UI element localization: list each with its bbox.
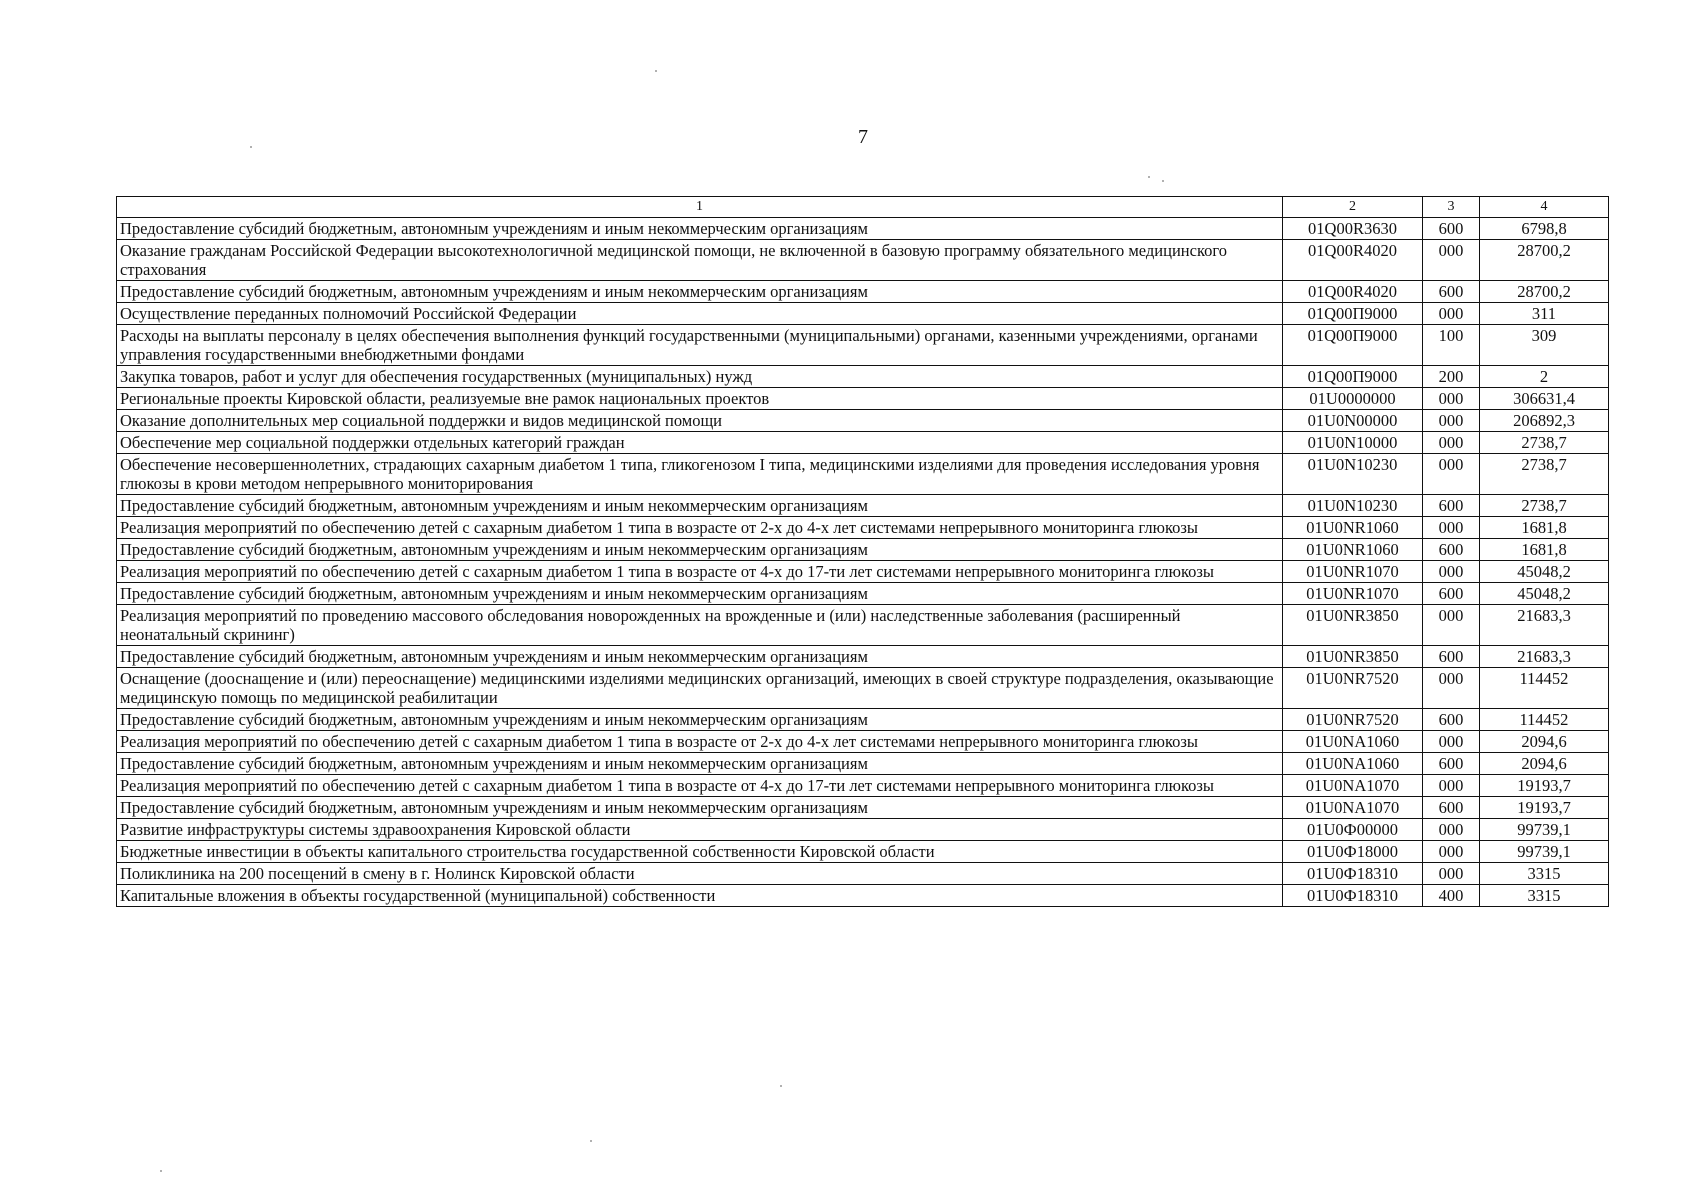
row-type-cell: 600 (1423, 281, 1480, 303)
table-row (117, 775, 1609, 797)
table-row (117, 325, 1609, 366)
table-row (117, 517, 1609, 539)
column-header-code: 2 (1283, 197, 1423, 218)
row-type-cell: 600 (1423, 539, 1480, 561)
table-row (117, 410, 1609, 432)
row-type-cell: 200 (1423, 366, 1480, 388)
row-sum-cell: 99739,1 (1480, 819, 1609, 841)
row-type-cell: 400 (1423, 885, 1480, 907)
row-type-cell: 000 (1423, 731, 1480, 753)
row-sum-cell: 309 (1480, 325, 1609, 366)
table-row (117, 388, 1609, 410)
scan-speck (1162, 180, 1164, 182)
row-name-cell: Расходы на выплаты персоналу в целях обеспечения выполнения функций государственными (муниципальными) органами, казенными учреждениями, органами управления государственными внебюджетными фондами (117, 325, 1283, 366)
row-sum-cell: 45048,2 (1480, 583, 1609, 605)
row-code-cell: 01U0NR3850 (1283, 605, 1423, 646)
row-sum-cell: 2 (1480, 366, 1609, 388)
table-row (117, 495, 1609, 517)
row-code-cell: 01U0Ф00000 (1283, 819, 1423, 841)
scan-speck (655, 70, 657, 72)
table-row (117, 605, 1609, 646)
row-type-cell: 000 (1423, 561, 1480, 583)
row-type-cell: 000 (1423, 388, 1480, 410)
row-type-cell: 100 (1423, 325, 1480, 366)
row-name-cell: Оказание дополнительных мер социальной поддержки и видов медицинской помощи (117, 410, 1283, 432)
column-header-type: 3 (1423, 197, 1480, 218)
table-row (117, 454, 1609, 495)
row-type-cell: 000 (1423, 303, 1480, 325)
row-type-cell: 000 (1423, 841, 1480, 863)
row-name-cell: Обеспечение мер социальной поддержки отдельных категорий граждан (117, 432, 1283, 454)
row-type-cell: 000 (1423, 668, 1480, 709)
row-code-cell: 01U0NR1060 (1283, 539, 1423, 561)
row-type-cell: 000 (1423, 240, 1480, 281)
row-code-cell: 01U0NR1060 (1283, 517, 1423, 539)
row-type-cell: 000 (1423, 410, 1480, 432)
table-body (117, 218, 1609, 907)
row-type-cell: 600 (1423, 797, 1480, 819)
row-code-cell: 01Q00П9000 (1283, 366, 1423, 388)
table-row (117, 281, 1609, 303)
row-sum-cell: 21683,3 (1480, 646, 1609, 668)
row-sum-cell: 28700,2 (1480, 281, 1609, 303)
scan-speck (250, 146, 252, 148)
row-name-cell: Предоставление субсидий бюджетным, автономным учреждениям и иным некоммерческим организациям (117, 709, 1283, 731)
row-sum-cell: 1681,8 (1480, 517, 1609, 539)
table-row (117, 819, 1609, 841)
row-sum-cell: 1681,8 (1480, 539, 1609, 561)
row-sum-cell: 19193,7 (1480, 797, 1609, 819)
row-name-cell: Оснащение (дооснащение и (или) переоснащение) медицинскими изделиями медицинских организаций, имеющих в своей структуре подразделения, оказывающие медицинскую помощь по медицинской реабилитации (117, 668, 1283, 709)
table-row (117, 539, 1609, 561)
row-name-cell: Реализация мероприятий по обеспечению детей с сахарным диабетом 1 типа в возрасте от 4-х до 17-ти лет системами непрерывного мониторинга глюкозы (117, 561, 1283, 583)
table-row (117, 841, 1609, 863)
row-code-cell: 01U0NR1070 (1283, 561, 1423, 583)
row-sum-cell: 306631,4 (1480, 388, 1609, 410)
scan-speck (1148, 176, 1150, 178)
row-type-cell: 600 (1423, 646, 1480, 668)
page-number: 7 (858, 126, 868, 148)
row-type-cell: 600 (1423, 753, 1480, 775)
row-sum-cell: 2094,6 (1480, 731, 1609, 753)
table-row (117, 646, 1609, 668)
row-type-cell: 000 (1423, 863, 1480, 885)
row-name-cell: Предоставление субсидий бюджетным, автономным учреждениям и иным некоммерческим организациям (117, 797, 1283, 819)
row-name-cell: Развитие инфраструктуры системы здравоохранения Кировской области (117, 819, 1283, 841)
row-code-cell: 01U0N10000 (1283, 432, 1423, 454)
row-code-cell: 01U0NR7520 (1283, 709, 1423, 731)
row-name-cell: Реализация мероприятий по обеспечению детей с сахарным диабетом 1 типа в возрасте от 2-х до 4-х лет системами непрерывного мониторинга глюкозы (117, 731, 1283, 753)
table-row (117, 432, 1609, 454)
row-type-cell: 000 (1423, 605, 1480, 646)
row-type-cell: 000 (1423, 517, 1480, 539)
row-sum-cell: 19193,7 (1480, 775, 1609, 797)
table-row (117, 303, 1609, 325)
row-sum-cell: 6798,8 (1480, 218, 1609, 240)
row-code-cell: 01U0N10230 (1283, 454, 1423, 495)
table-row (117, 709, 1609, 731)
row-code-cell: 01U0NA1070 (1283, 797, 1423, 819)
row-type-cell: 600 (1423, 495, 1480, 517)
row-sum-cell: 3315 (1480, 863, 1609, 885)
row-code-cell: 01U0N00000 (1283, 410, 1423, 432)
row-sum-cell: 2738,7 (1480, 432, 1609, 454)
row-code-cell: 01U0NR1070 (1283, 583, 1423, 605)
row-sum-cell: 2738,7 (1480, 495, 1609, 517)
row-code-cell: 01U0NA1070 (1283, 775, 1423, 797)
row-sum-cell: 2094,6 (1480, 753, 1609, 775)
row-name-cell: Региональные проекты Кировской области, реализуемые вне рамок национальных проектов (117, 388, 1283, 410)
row-code-cell: 01Q00П9000 (1283, 303, 1423, 325)
table-row (117, 561, 1609, 583)
row-sum-cell: 114452 (1480, 709, 1609, 731)
table-row (117, 240, 1609, 281)
table-row (117, 583, 1609, 605)
table-row (117, 218, 1609, 240)
table-row (117, 863, 1609, 885)
row-sum-cell: 311 (1480, 303, 1609, 325)
row-sum-cell: 28700,2 (1480, 240, 1609, 281)
table-row (117, 731, 1609, 753)
row-name-cell: Реализация мероприятий по проведению массового обследования новорожденных на врожденные и (или) наследственные заболевания (расширенный неонатальный скрининг) (117, 605, 1283, 646)
row-name-cell: Оказание гражданам Российской Федерации высокотехнологичной медицинской помощи, не включенной в базовую программу обязательного медицинского страхования (117, 240, 1283, 281)
row-sum-cell: 45048,2 (1480, 561, 1609, 583)
row-code-cell: 01U0NA1060 (1283, 753, 1423, 775)
row-name-cell: Предоставление субсидий бюджетным, автономным учреждениям и иным некоммерческим организациям (117, 753, 1283, 775)
row-code-cell: 01U0NA1060 (1283, 731, 1423, 753)
row-name-cell: Предоставление субсидий бюджетным, автономным учреждениям и иным некоммерческим организациям (117, 583, 1283, 605)
row-type-cell: 000 (1423, 819, 1480, 841)
row-name-cell: Капитальные вложения в объекты государственной (муниципальной) собственности (117, 885, 1283, 907)
table-header-row (117, 197, 1609, 218)
row-name-cell: Предоставление субсидий бюджетным, автономным учреждениям и иным некоммерческим организациям (117, 539, 1283, 561)
row-name-cell: Поликлиника на 200 посещений в смену в г. Нолинск Кировской области (117, 863, 1283, 885)
row-name-cell: Предоставление субсидий бюджетным, автономным учреждениям и иным некоммерческим организациям (117, 218, 1283, 240)
table-row (117, 366, 1609, 388)
row-name-cell: Обеспечение несовершеннолетних, страдающих сахарным диабетом 1 типа, гликогенозом I типа, медицинскими изделиями для проведения исследования уровня глюкозы в крови методом непрерывного мониторирования (117, 454, 1283, 495)
table-row (117, 668, 1609, 709)
budget-table (116, 196, 1609, 907)
scan-speck (160, 1170, 162, 1172)
table-row (117, 753, 1609, 775)
row-sum-cell: 206892,3 (1480, 410, 1609, 432)
row-name-cell: Бюджетные инвестиции в объекты капитального строительства государственной собственности Кировской области (117, 841, 1283, 863)
row-code-cell: 01U0NR3850 (1283, 646, 1423, 668)
scan-speck (590, 1140, 592, 1142)
row-name-cell: Предоставление субсидий бюджетным, автономным учреждениям и иным некоммерческим организациям (117, 495, 1283, 517)
row-type-cell: 000 (1423, 775, 1480, 797)
scan-speck (780, 1085, 782, 1087)
row-name-cell: Реализация мероприятий по обеспечению детей с сахарным диабетом 1 типа в возрасте от 4-х до 17-ти лет системами непрерывного мониторинга глюкозы (117, 775, 1283, 797)
row-name-cell: Осуществление переданных полномочий Российской Федерации (117, 303, 1283, 325)
row-name-cell: Реализация мероприятий по обеспечению детей с сахарным диабетом 1 типа в возрасте от 2-х до 4-х лет системами непрерывного мониторинга глюкозы (117, 517, 1283, 539)
row-name-cell: Предоставление субсидий бюджетным, автономным учреждениям и иным некоммерческим организациям (117, 281, 1283, 303)
row-name-cell: Закупка товаров, работ и услуг для обеспечения государственных (муниципальных) нужд (117, 366, 1283, 388)
row-type-cell: 600 (1423, 583, 1480, 605)
row-code-cell: 01U0Ф18310 (1283, 863, 1423, 885)
table-row (117, 885, 1609, 907)
row-type-cell: 600 (1423, 218, 1480, 240)
table-row (117, 797, 1609, 819)
row-sum-cell: 21683,3 (1480, 605, 1609, 646)
row-sum-cell: 3315 (1480, 885, 1609, 907)
row-code-cell: 01Q00П9000 (1283, 325, 1423, 366)
row-type-cell: 600 (1423, 709, 1480, 731)
row-type-cell: 000 (1423, 454, 1480, 495)
row-code-cell: 01U0Ф18310 (1283, 885, 1423, 907)
row-code-cell: 01U0NR7520 (1283, 668, 1423, 709)
row-code-cell: 01U0N10230 (1283, 495, 1423, 517)
row-sum-cell: 99739,1 (1480, 841, 1609, 863)
row-sum-cell: 2738,7 (1480, 454, 1609, 495)
column-header-sum: 4 (1480, 197, 1609, 218)
column-header-name: 1 (117, 197, 1283, 218)
row-code-cell: 01U0000000 (1283, 388, 1423, 410)
row-type-cell: 000 (1423, 432, 1480, 454)
row-code-cell: 01Q00R4020 (1283, 281, 1423, 303)
row-code-cell: 01U0Ф18000 (1283, 841, 1423, 863)
row-sum-cell: 114452 (1480, 668, 1609, 709)
row-code-cell: 01Q00R4020 (1283, 240, 1423, 281)
row-code-cell: 01Q00R3630 (1283, 218, 1423, 240)
row-name-cell: Предоставление субсидий бюджетным, автономным учреждениям и иным некоммерческим организациям (117, 646, 1283, 668)
